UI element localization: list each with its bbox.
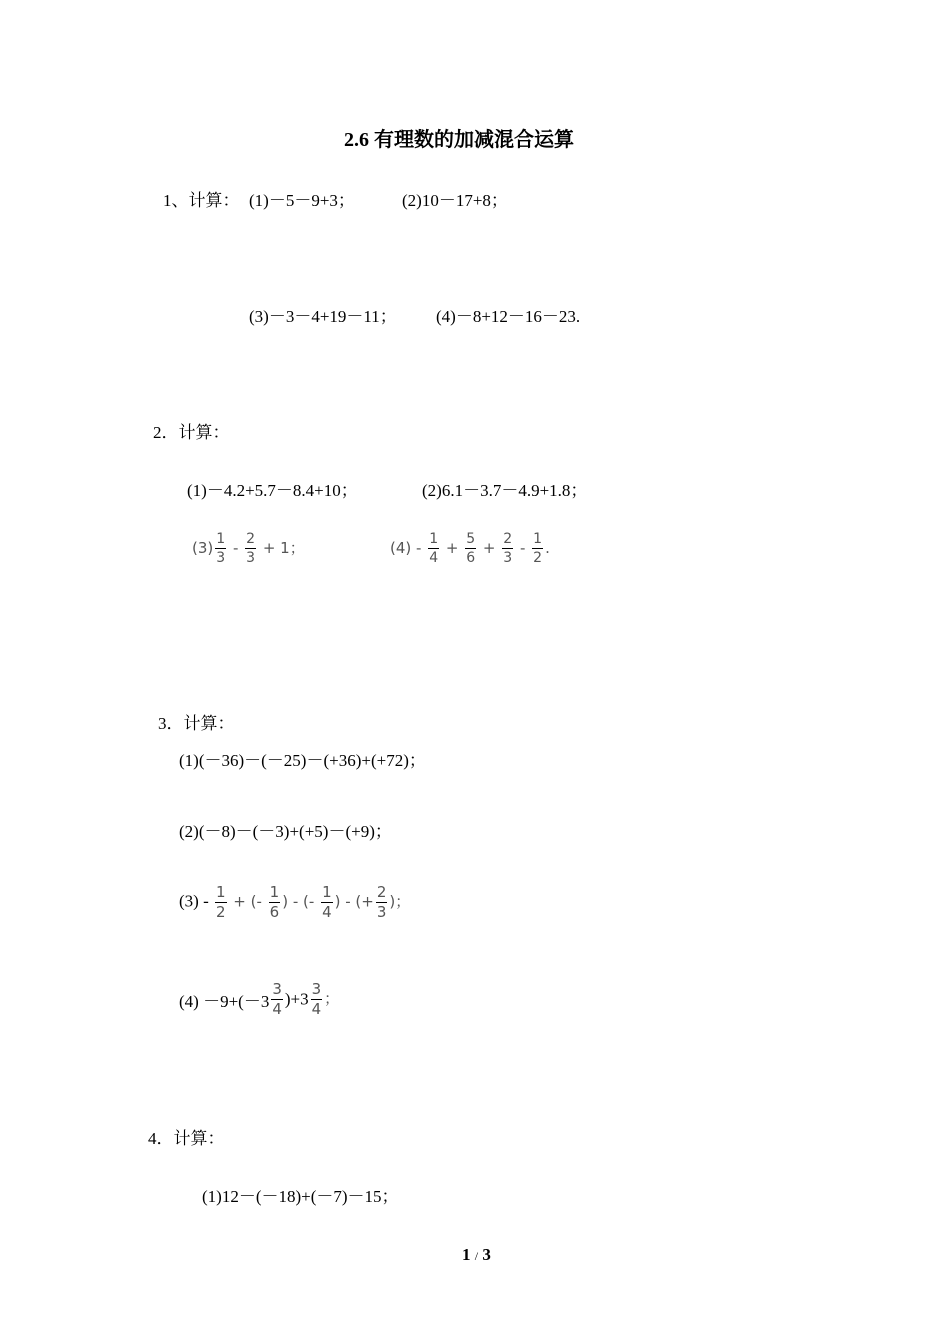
operator: ) - (- xyxy=(282,892,320,911)
question-4-heading: 4．计算： xyxy=(148,1129,225,1148)
expression-tail: . xyxy=(545,539,550,557)
fraction xyxy=(245,532,256,565)
question-2-part-3 xyxy=(192,532,305,565)
numerator: 1 xyxy=(322,883,332,901)
page-number xyxy=(462,1245,491,1265)
question-1-part-3: (3)－3－4+19－11； xyxy=(249,307,397,326)
fraction xyxy=(215,885,227,920)
fraction xyxy=(465,532,476,565)
operator: + xyxy=(441,539,464,557)
fraction xyxy=(321,885,333,920)
numerator: 1 xyxy=(269,883,280,901)
operator: - xyxy=(515,539,531,557)
operator: - xyxy=(228,539,244,557)
fraction xyxy=(502,532,513,565)
question-2-part-2: (2)6.1－3.7－4.9+1.8； xyxy=(422,481,588,500)
part-label: (4) - xyxy=(390,539,427,557)
question-2-heading: 2．计算： xyxy=(153,423,230,442)
numerator: 1 xyxy=(533,531,543,547)
operator: + xyxy=(478,539,501,557)
expression-middle: )+3 xyxy=(284,989,309,1009)
denominator: 6 xyxy=(269,903,280,921)
denominator: 3 xyxy=(376,903,387,921)
question-2-part-1: (1)－4.2+5.7－8.4+10； xyxy=(187,481,358,500)
fraction xyxy=(428,532,439,565)
expression-tail: ； xyxy=(324,989,340,1008)
denominator: 2 xyxy=(533,550,543,566)
page-separator: / xyxy=(474,1249,479,1263)
question-4-part-1: (1)12－(－18)+(－7)－15； xyxy=(202,1187,399,1206)
numerator: 3 xyxy=(272,980,282,998)
denominator: 3 xyxy=(503,550,513,566)
total-pages: 3 xyxy=(482,1245,491,1264)
numerator: 2 xyxy=(246,531,256,547)
question-1-part-1: (1)－5－9+3； xyxy=(249,191,355,210)
operator: + (- xyxy=(228,892,267,911)
part-label: (4) －9+(－3 xyxy=(179,992,270,1011)
fraction xyxy=(271,982,283,1017)
numerator: 1 xyxy=(216,531,226,547)
numerator: 1 xyxy=(215,883,226,901)
part-label: (3) xyxy=(192,539,214,557)
question-3-part-1: (1)(－36)－(－25)－(+36)+(+72)； xyxy=(179,751,426,770)
current-page: 1 xyxy=(462,1245,471,1264)
denominator: 6 xyxy=(466,550,476,566)
fraction xyxy=(376,885,388,920)
denominator: 2 xyxy=(215,903,226,921)
question-3-part-4 xyxy=(179,982,339,1017)
numerator: 2 xyxy=(376,883,387,901)
expression-tail: )； xyxy=(389,892,411,911)
numerator: 1 xyxy=(429,531,439,547)
part-label: (3) - xyxy=(179,891,213,911)
denominator: 4 xyxy=(322,903,332,921)
numerator: 3 xyxy=(311,980,322,998)
denominator: 4 xyxy=(311,1000,322,1018)
question-1-part-4: (4)－8+12－16－23. xyxy=(436,307,581,326)
numerator: 2 xyxy=(503,531,513,547)
denominator: 3 xyxy=(216,550,226,566)
fraction xyxy=(311,982,323,1017)
fraction xyxy=(215,532,226,565)
fraction xyxy=(269,885,281,920)
numerator: 5 xyxy=(466,531,476,547)
question-1-part-2: (2)10－17+8； xyxy=(402,191,508,210)
question-1-heading: 1、计算： xyxy=(163,191,240,210)
question-3-part-3 xyxy=(179,885,410,920)
expression-tail: + 1； xyxy=(258,539,305,557)
denominator: 3 xyxy=(246,550,256,566)
denominator: 4 xyxy=(272,1000,282,1018)
question-3-heading: 3．计算： xyxy=(158,714,235,733)
page-title: 2.6 有理数的加减混合运算 xyxy=(344,129,574,151)
denominator: 4 xyxy=(429,550,439,566)
fraction xyxy=(532,532,543,565)
question-2-part-4 xyxy=(390,532,550,565)
question-3-part-2: (2)(－8)－(－3)+(+5)－(+9)； xyxy=(179,822,392,841)
operator: ) - (+ xyxy=(334,892,374,911)
